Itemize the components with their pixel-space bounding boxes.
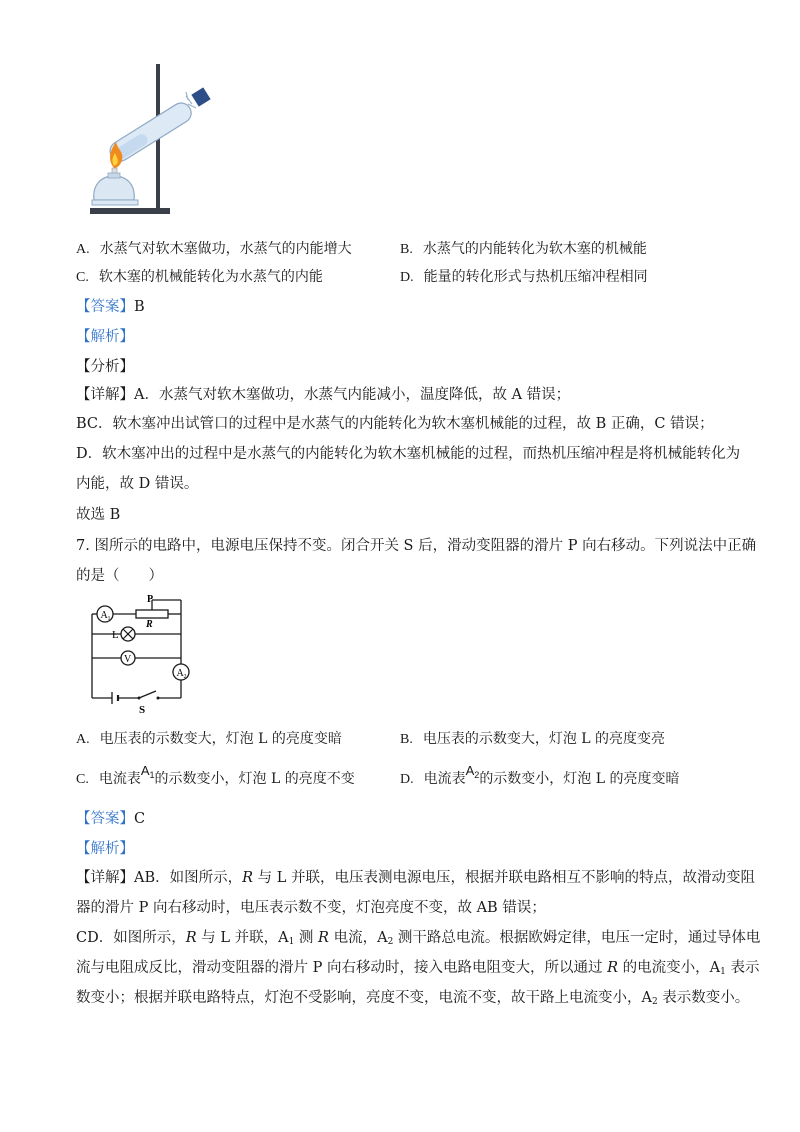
subscript: 2 (387, 937, 394, 947)
steam-experiment-figure (84, 60, 224, 220)
detail-text: BC．软木塞冲出试管口的过程中是水蒸气的内能转化为软木塞机械能的过程，故 B 正确，C 错误； (76, 416, 714, 432)
q7-detail-cd-line3 (76, 987, 749, 1013)
subscript: 1 (288, 937, 295, 947)
q7-answer (76, 808, 145, 830)
var-R: R (607, 960, 619, 976)
q7-detail-ab-line2 (76, 897, 546, 919)
detail-text: 与 L 并联，电压表测电源电压，根据并联电路相互不影响的特点，故滑动变阻 (253, 870, 756, 886)
ammeter-A2-sub: 2 (183, 674, 187, 680)
detail-text: 流与电阻成反比，滑动变阻器的滑片 P 向右移动时，接入电路电阻变大，所以通过 (76, 960, 608, 976)
option-letter: D. (400, 772, 414, 787)
conclusion-text: 故选 B (76, 507, 121, 523)
label-S: S (139, 704, 146, 716)
detail-tag: 【详解】 (76, 870, 134, 886)
q7-detail-ab-line1 (76, 867, 755, 889)
detail-text: D．软木塞冲出的过程中是水蒸气的内能转化为软木塞机械能的过程，而热机压缩冲程是将机械能转化为 (76, 446, 741, 462)
detail-text: 测 (294, 930, 319, 946)
fenxi-tag: 【分析】 (76, 359, 134, 375)
meter-sub: 2 (474, 770, 480, 780)
option-text: 电压表的示数变大，灯泡 L 的亮度变暗 (99, 731, 342, 747)
q6-detail-line4 (76, 473, 198, 495)
label-R: R (146, 619, 153, 630)
subscript: 2 (651, 997, 658, 1007)
voltmeter-V-label: V (124, 654, 132, 665)
subscript: 1 (720, 967, 726, 977)
meter-symbol-A2 (466, 763, 480, 778)
answer-tag: 【答案】 (76, 811, 134, 827)
option-text: 水蒸气的内能转化为软木塞的机械能 (422, 241, 647, 257)
q6-option-c (76, 266, 323, 289)
q7-detail-cd-line2 (76, 957, 759, 983)
detail-text: 表示 (725, 960, 760, 976)
detail-text: 测干路总电流。根据欧姆定律，电压一定时，通过导体电 (393, 930, 761, 946)
q6-detail-line2 (76, 413, 714, 435)
q6-fenxi-heading (76, 356, 134, 378)
alcohol-lamp (94, 176, 135, 200)
switch-contact (138, 697, 141, 700)
option-text: 软木塞的机械能转化为水蒸气的内能 (98, 269, 323, 285)
option-letter: A. (76, 732, 90, 747)
option-letter: A. (76, 242, 90, 257)
detail-text: 器的滑片 P 向右移动时，电压表示数不变，灯泡亮度不变，故 AB 错误； (76, 900, 546, 916)
stem-text: 的是（ ） (76, 568, 163, 584)
answer-tag: 【答案】 (76, 299, 134, 315)
q6-answer (76, 296, 145, 318)
ammeter-A1-sub: 1 (107, 616, 111, 622)
cork-stopper (191, 87, 210, 106)
option-letter: C. (76, 270, 89, 285)
option-letter: B. (400, 242, 413, 257)
q6-detail-line1 (76, 384, 570, 406)
var-R: R (242, 870, 254, 886)
option-letter: C. (76, 772, 89, 787)
detail-text: A．水蒸气对软木塞做功，水蒸气内能减小，温度降低，故 A 错误； (134, 387, 571, 403)
rheostat-R (136, 610, 168, 618)
q6-detail-line3 (76, 443, 740, 465)
option-post: 的示数变小，灯泡 L 的亮度不变 (154, 771, 355, 787)
q6-conclusion (76, 504, 120, 526)
q7-option-c (76, 763, 355, 791)
detail-text: 电流，A (328, 930, 388, 946)
var-R: R (185, 930, 197, 946)
meter-sub: 1 (149, 770, 155, 780)
q6-option-b (400, 238, 647, 261)
option-post: 的示数变小，灯泡 L 的亮度变暗 (479, 771, 680, 787)
stem-text: 7. 图所示的电路中，电源电压保持不变。闭合开关 S 后，滑动变阻器的滑片 P 向右移动。下列说法中正确 (76, 538, 757, 554)
option-text: 水蒸气对软木塞做功，水蒸气的内能增大 (99, 241, 352, 257)
q7-detail-cd-line1 (76, 927, 760, 953)
lamp-neck (108, 173, 120, 178)
detail-text: 数变小；根据并联电路特点，灯泡不受影响，亮度不变，电流不变，故干路上电流变小，A (76, 990, 652, 1006)
label-L: L (112, 629, 119, 641)
meter-symbol-A1 (141, 763, 155, 778)
answer-value: B (134, 299, 145, 315)
detail-tag: 【详解】 (76, 387, 134, 403)
lamp-base (92, 200, 138, 205)
label-P: P (147, 594, 154, 605)
meter-letter: A (140, 763, 150, 778)
option-pre: 电流表 (423, 771, 466, 787)
var-R: R (318, 930, 329, 946)
detail-text: AB．如图所示， (134, 870, 243, 886)
detail-text: 的电流变小，A (618, 960, 721, 976)
ammeter-A1-label: A (100, 610, 108, 621)
detail-text: 表示数变小。 (657, 990, 750, 1006)
q7-stem-line1 (76, 535, 756, 557)
option-text: 电压表的示数变大，灯泡 L 的亮度变亮 (422, 731, 666, 747)
analysis-tag: 【解析】 (76, 841, 134, 857)
meter-letter: A (465, 763, 475, 778)
q7-analysis-heading (76, 838, 134, 860)
circuit-diagram (84, 594, 196, 716)
switch-contact (157, 697, 160, 700)
detail-text: 与 L 并联，A (196, 930, 289, 946)
q7-option-b (400, 728, 665, 751)
option-text: 能量的转化形式与热机压缩冲程相同 (423, 269, 648, 285)
detail-text: 内能，故 D 错误。 (76, 476, 199, 492)
ammeter-A2-label: A (176, 668, 184, 679)
q7-stem-line2 (76, 565, 163, 587)
detail-text: CD．如图所示， (76, 930, 186, 946)
q7-option-d (400, 763, 680, 791)
analysis-tag: 【解析】 (76, 329, 134, 345)
option-letter: B. (400, 732, 413, 747)
q6-option-a (76, 238, 352, 261)
option-pre: 电流表 (98, 771, 141, 787)
q6-option-d (400, 266, 648, 289)
option-letter: D. (400, 270, 414, 285)
answer-value: C (134, 811, 146, 827)
q6-analysis-heading (76, 326, 134, 348)
q7-option-a (76, 728, 342, 751)
